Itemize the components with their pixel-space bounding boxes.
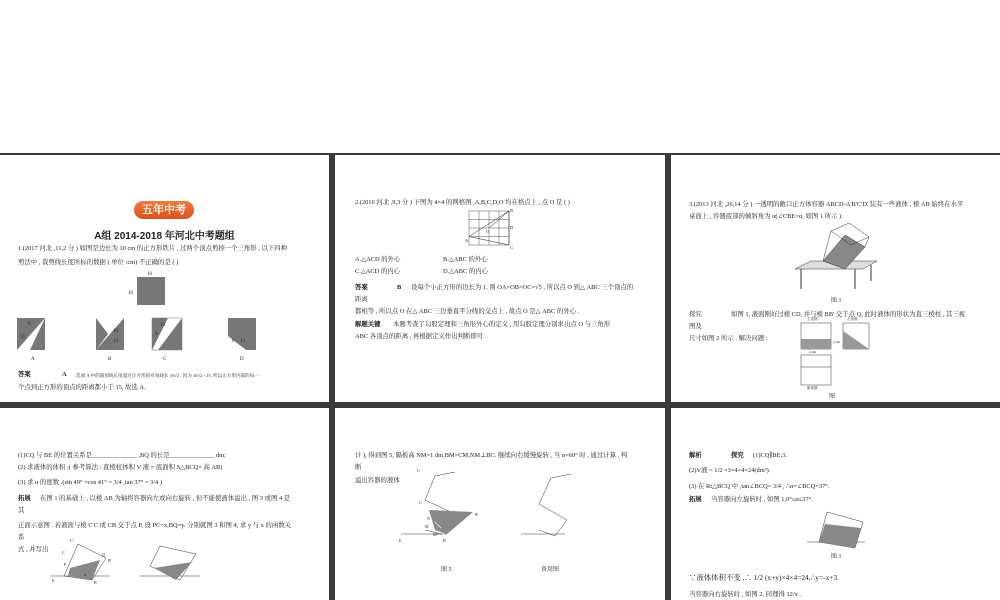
fig-label-alpha: α — [84, 572, 87, 577]
text-line-1: 计 ), 得到图 5, 隔板高 NM=1 dm,BM=CM,NM⊥BC. 继续向右缓慢旋转 , 当 α=60° 时 , 通过计算 , 判 — [355, 452, 628, 459]
explore-label: 探究 — [731, 452, 744, 459]
figure-5-and-spare — [395, 468, 655, 543]
fig-d-label-2: 13 — [240, 339, 245, 344]
question-line-2: (2) 求液体的体积 ;( 参考算法 : 直棱柱体积 V 液 = 底面积 S△BCQ× 高 AB) — [18, 464, 223, 471]
question-1-line-2: 剪法中 , 裁剪线长度所标的数据 ( 单位 :cm) 不正确的是 ( ) — [18, 259, 179, 266]
key-text-2: ABC 各顶点的距离 , 再根据定义作出判断即可 . — [355, 333, 487, 340]
fig-label-q: Q — [102, 552, 105, 557]
answer-value: B — [397, 284, 402, 291]
slide-panel-3[interactable] — [671, 155, 1000, 402]
question-line-3: (3) 求 α 的度数 .(sin 49° =cos 41° = 3/4 ,tan 37° = 3/4 ) — [18, 479, 162, 486]
slide-panel-1[interactable] — [0, 155, 329, 402]
answer-label: 答案 — [355, 284, 368, 291]
extension-text-4: 系 — [18, 534, 25, 541]
fig5-label-angle: 60° — [433, 532, 439, 537]
solution-2: (2)V液 = 1/2 ×3×4×4=24(dm³). — [689, 467, 771, 474]
answer-text-3: 都相等 , 所以点 O 在△ ABC 三边垂直平分线的交点上 , 故点 O 是△ ABC 的外心 . — [355, 308, 580, 315]
fig5-label-n: N — [427, 516, 430, 521]
fig5-label-m: M — [425, 524, 429, 529]
answer-text-2: 距离 — [355, 296, 368, 303]
fig-d-label-1: 6 — [232, 339, 235, 344]
explore-text-2: 图及 — [689, 323, 702, 330]
fig5-label-b-prime: B' — [475, 512, 479, 517]
fig-label-e: E — [52, 578, 55, 583]
explore-text-1: 如图 1, 液面刚好过棱 CD, 并与棱 BB' 交于点 Q, 此时液体的形状为直三棱柱 , 其三视 — [731, 311, 966, 318]
key-text-1: 本题考查了勾股定理和三角形外心的定义 , 用勾股定理分别求出点 O 与三角形 — [393, 321, 611, 328]
fig-label-left: 10 — [128, 291, 133, 296]
key-label: 解题关键 — [355, 321, 381, 328]
view-front-label: 主视图 — [807, 317, 818, 321]
slide-panel-6[interactable] — [671, 408, 1000, 600]
text-line-2: 断 — [355, 464, 362, 471]
extension-text-3: 正面示意图 . 若液面与棱 C'C 或 CB 交于点 P, 设 PC=x,BQ=y. 分别就图 3 和图 4, 求 y 与 x 的函数关 — [18, 522, 291, 529]
fig-a-label-2: 15 — [20, 335, 25, 340]
fig-c-label-1: 13 — [160, 323, 165, 328]
solution-1: (1)CQ∥BE;3. — [753, 452, 788, 459]
fig-label-top: 10 — [147, 272, 152, 277]
fig-label-c-prime: C' — [70, 538, 74, 543]
fig5-label-c-prime: C' — [417, 468, 421, 473]
answer-value: A — [62, 371, 67, 378]
extension-label: 拓展 — [18, 495, 31, 502]
view-top-label: 俯视图 — [807, 386, 818, 390]
fig5-label-e: E — [399, 538, 402, 543]
fig-label-c: C — [62, 550, 65, 555]
fig-label-p: P — [64, 562, 67, 567]
dimension-1: 3 dm — [833, 340, 841, 344]
answer-text-1: 设每个小正方形的边长为 1, 则 OA=OB=OC=√5 , 所以点 O 到△ ABC 三个顶点的 — [411, 284, 634, 291]
grid-figure — [465, 209, 515, 253]
extension-text: 当容器向左旋转时 , 如图 1,0°≤α≤37°. — [711, 496, 813, 503]
figure-1-cube-on-table — [793, 225, 883, 291]
option-b: B.△ABC 的外心 — [443, 256, 488, 263]
fig-c-label-2: 9 — [155, 332, 158, 337]
option-c: C.△ACD 的内心 — [355, 268, 401, 275]
explore-label: 探究 — [689, 311, 702, 318]
right-rotation-text: 当容器向右旋转时 , 如图 2, 同理得 12/x . — [689, 591, 802, 598]
fig-label-b-prime: B' — [108, 558, 112, 563]
extension-text-2: 其 — [18, 507, 25, 514]
extension-text-1: 在图 1 的基础上 , 以棱 AB 为轴将容器向左或向右旋转 , 但不能使液体溢出 , 图 3 或图 4 是 — [40, 495, 291, 502]
extension-text-5: 式 , 并写出 — [18, 546, 49, 553]
question-1-line-1: 1.(2017 河北 ,11,2 分 ) 如图是边长为 10 cm 的正方形铁片 , 过两个顶点剪掉一个三角形 , 以下四种 — [18, 245, 288, 252]
option-d-label: D — [240, 357, 244, 362]
answer-text-1: 选项 A 中的裁剪线长度超过正方形的对角线长 10√2 , 因为 10√2 <15, 所以正方形内部的每一 — [76, 373, 259, 378]
grid-label-o: O — [486, 229, 490, 234]
fig5-label-b: B — [443, 538, 446, 543]
grid-label-b: B — [510, 208, 514, 213]
question-2: 2.(2016 河北 ,9,3 分 ) 下图为 4×4 的网格图 ,A,B,C,D,O 均在格点上 , 点 O 是 ( ) — [355, 199, 570, 206]
slide-panel-2[interactable] — [335, 155, 665, 402]
option-a-label: A — [31, 357, 35, 362]
option-a: A.△ACD 的外心 — [355, 256, 401, 263]
figure-1-caption: 图 1 — [831, 298, 842, 304]
explore-text-3: 尺寸如图 2 所示 . 解决问题 : — [689, 335, 768, 342]
fig5-label-c: C — [419, 500, 422, 505]
figure-1-rotated-container — [803, 504, 873, 550]
question-line-1: (1)CQ 与 BE 的位置关系是______________ ,BQ 的长是______________ dm; — [18, 452, 226, 459]
question-3-line-1: 3.(2013 河北 ,26,14 分 ) 一透明的敞口正方体容器 ABCD-A'B'C'D' 装有一些液体 , 棱 AB 始终在水平 — [689, 201, 964, 208]
badge-five-year-exam: 五年中考 — [134, 201, 194, 219]
group-title: A组 2014-2018 年河北中考题组 — [94, 231, 235, 242]
dimension-2: 4 dm — [809, 350, 817, 354]
question-3-line-2: 桌面上 , 容器底部的倾斜角为 α(∠CBE=α, 如图 1 所示 ). — [689, 213, 843, 220]
fig-b-label-1: 10 — [113, 329, 118, 334]
view-left-label: 左视图 — [847, 317, 858, 321]
extension-label: 拓展 — [689, 496, 702, 503]
fig-a-label-1: 8 — [28, 322, 31, 327]
grid-label-a: A — [465, 238, 469, 243]
option-b-label: B — [108, 357, 112, 362]
option-c-label: C — [163, 357, 167, 362]
slide-panel-5[interactable] — [335, 408, 665, 600]
fig-b-label-2: 10 — [113, 339, 118, 344]
fig-label-b: B — [94, 580, 97, 585]
figure-5-caption: 图 5 — [441, 567, 452, 573]
answer-label: 答案 — [18, 371, 31, 378]
grid-label-c: C — [510, 245, 514, 250]
figure-1-caption: 图 1 — [831, 554, 842, 560]
figure-2-caption: 图 — [829, 394, 836, 400]
volume-text: ∵液体体积不变 ,∴ 1/2 (x+y)×4×4=24,∴y=-x+3. — [689, 573, 840, 582]
spare-figure-caption: 备用图 — [541, 567, 560, 573]
solution-3: (3) 在 Rt△BCQ 中 ,tan∠BCQ= 3/4 , ∴α=∠BCQ=37°. — [689, 483, 830, 490]
option-d: D.△ABC 的内心 — [443, 268, 489, 275]
grid-label-d: D — [510, 225, 514, 230]
answer-text-2: 个点到正方形的顶点的距离都小于 15, 故选 A. — [18, 384, 146, 391]
solution-label: 解析 — [689, 452, 702, 459]
figures-3-and-4 — [50, 536, 329, 592]
figure-2-three-views — [799, 317, 889, 390]
slide-panel-4[interactable] — [0, 408, 329, 600]
text-line-3: 溢出容器的液体 — [355, 477, 400, 484]
